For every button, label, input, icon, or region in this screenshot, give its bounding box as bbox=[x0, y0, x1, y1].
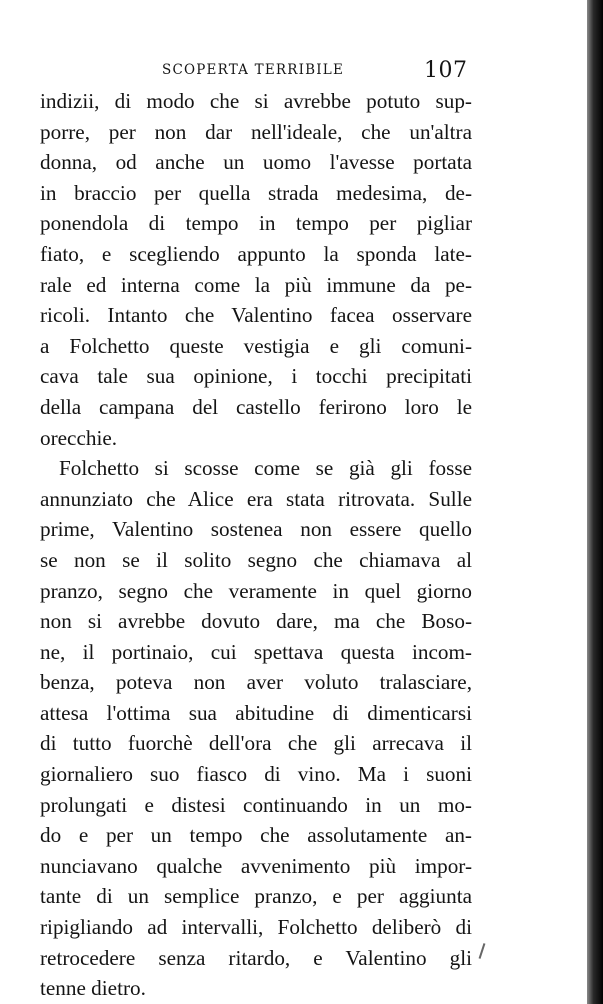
text-line: donna, od anche un uomo l'avesse portata bbox=[40, 150, 472, 175]
text-line: ne, il portinaio, cui spettava questa incom- bbox=[40, 639, 472, 664]
text-line: ricoli. Intanto che Valentino facea osservare bbox=[40, 303, 472, 328]
text-line: rale ed interna come la più immune da pe- bbox=[40, 272, 472, 297]
text-line: ripigliando ad intervalli, Folchetto deliberò di bbox=[40, 915, 472, 940]
text-line: se non se il solito segno che chiamava al bbox=[40, 547, 472, 572]
page-header bbox=[0, 58, 589, 88]
text-line: non si avrebbe dovuto dare, ma che Boso- bbox=[40, 609, 472, 634]
text-line: a Folchetto queste vestigia e gli comuni- bbox=[40, 333, 472, 358]
text-line: tenne dietro. bbox=[40, 976, 146, 1001]
text-line: ponendola di tempo in tempo per pigliar bbox=[40, 211, 472, 236]
text-line: porre, per non dar nell'ideale, che un'altra bbox=[40, 119, 472, 144]
paragraph-2 bbox=[40, 453, 472, 1004]
text-line: nunciavano qualche avvenimento più impor- bbox=[40, 853, 472, 878]
text-line: do e per un tempo che assolutamente an- bbox=[40, 823, 472, 848]
text-line: tante di un semplice pranzo, e per aggiunta bbox=[40, 884, 472, 909]
text-line: in braccio per quella strada medesima, de- bbox=[40, 180, 472, 205]
text-line: di tutto fuorchè dell'ora che gli arrecava il bbox=[40, 731, 472, 756]
text-line: orecchie. bbox=[40, 425, 118, 450]
paragraph-1 bbox=[40, 86, 472, 453]
text-line: pranzo, segno che veramente in quel giorno bbox=[40, 578, 472, 603]
page-edge-shadow bbox=[587, 0, 603, 1004]
text-line: retrocedere senza ritardo, e Valentino gli bbox=[40, 945, 472, 970]
text-line: giornaliero suo fiasco di vino. Ma i suoni bbox=[40, 762, 472, 787]
body-text bbox=[40, 86, 472, 1004]
running-title: SCOPERTA TERRIBILE bbox=[162, 62, 345, 78]
stray-mark bbox=[479, 943, 486, 959]
text-line: attesa l'ottima sua abitudine di dimenticarsi bbox=[40, 700, 472, 725]
text-line: fiato, e scegliendo appunto la sponda late- bbox=[40, 241, 472, 266]
text-line: prime, Valentino sostenea non essere quello bbox=[40, 517, 472, 542]
text-line: indizii, di modo che si avrebbe potuto sup- bbox=[40, 89, 472, 113]
text-line: Folchetto si scosse come se già gli fosse bbox=[59, 456, 472, 481]
text-line: prolungati e distesi continuando in un mo- bbox=[40, 792, 472, 817]
text-line: della campana del castello ferirono loro le bbox=[40, 394, 472, 419]
text-line: annunziato che Alice era stata ritrovata. Sulle bbox=[40, 486, 472, 511]
text-line: cava tale sua opinione, i tocchi precipitati bbox=[40, 364, 472, 389]
page-number: 107 bbox=[424, 58, 468, 83]
text-line: benza, poteva non aver voluto tralasciare, bbox=[40, 670, 472, 695]
